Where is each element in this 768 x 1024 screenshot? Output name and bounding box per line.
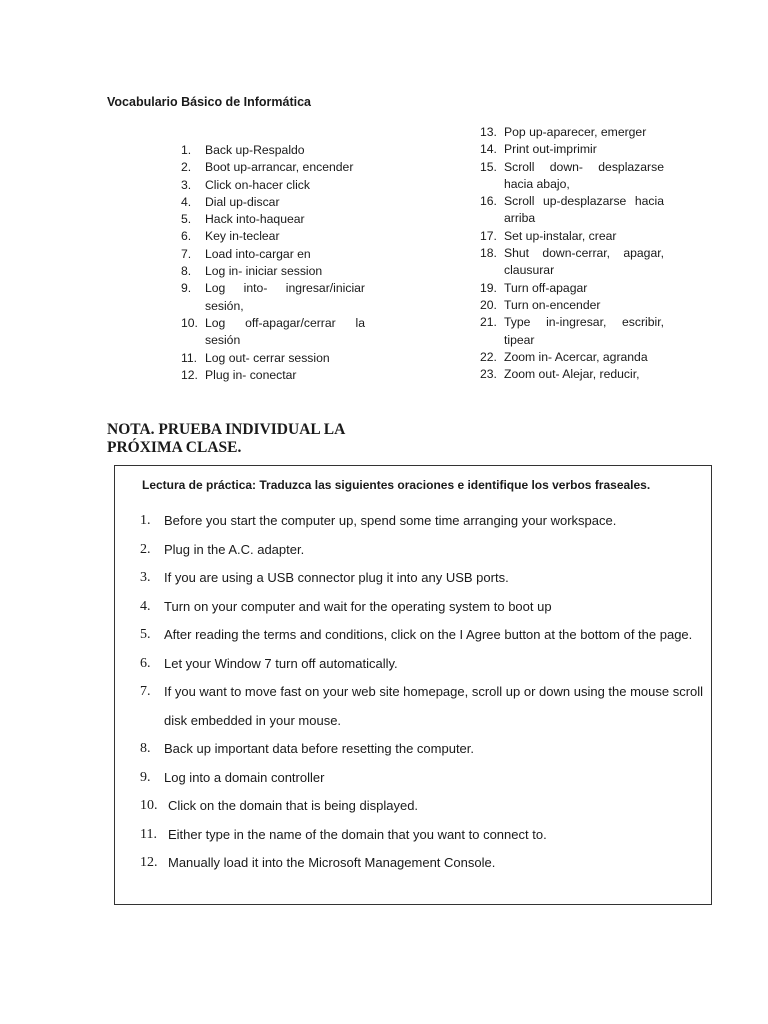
item-number: 1.	[181, 143, 192, 157]
list-item	[140, 621, 710, 650]
item-number: 5.	[140, 627, 151, 642]
item-number: 8.	[181, 264, 192, 279]
item-number: 8.	[140, 741, 151, 756]
item-text: Type in-ingresar, escribir, tipear	[504, 315, 664, 347]
item-text: Set up-instalar, crear	[504, 228, 617, 243]
list-item	[480, 245, 664, 280]
item-number: 4.	[181, 194, 192, 209]
item-number: 19.	[480, 280, 497, 295]
item-number: 3.	[181, 177, 192, 192]
item-number: 9.	[181, 281, 192, 296]
item-number: 2.	[181, 160, 192, 175]
list-item	[140, 821, 710, 850]
practice-sentence-list	[140, 507, 710, 878]
note-heading: NOTA. PRUEBA INDIVIDUAL LA PRÓXIMA CLASE.	[107, 421, 345, 456]
item-text: Back up important data before resetting the computer.	[164, 741, 475, 756]
item-text: Boot up-arrancar, encender	[205, 160, 354, 175]
list-item	[480, 297, 664, 314]
item-text: Log off-apagar/cerrar la sesión	[205, 315, 365, 348]
list-item	[140, 536, 710, 565]
list-item	[140, 678, 710, 735]
item-text: Scroll down- desplazarse hacia abajo,	[504, 159, 664, 191]
item-number: 13.	[480, 125, 497, 139]
item-text: Before you start the computer up, spend some time arranging your workspace.	[164, 513, 617, 528]
list-item	[140, 764, 710, 793]
item-number: 7.	[140, 684, 151, 699]
list-item	[181, 228, 365, 245]
item-number: 23.	[480, 367, 497, 382]
item-number: 11.	[181, 350, 198, 365]
item-text: Zoom out- Alejar, reducir,	[504, 367, 640, 382]
list-item	[140, 650, 710, 679]
item-number: 7.	[181, 246, 192, 261]
list-item	[140, 849, 710, 878]
item-text: Key in-teclear	[205, 229, 280, 244]
item-text: Shut down-cerrar, apagar, clausurar	[504, 246, 664, 278]
item-text: Plug in the A.C. adapter.	[164, 541, 305, 557]
item-text: Log into- ingresar/iniciar sesión,	[205, 281, 365, 313]
list-item	[181, 142, 365, 159]
list-item	[181, 315, 365, 350]
practice-heading: Lectura de práctica: Traduzca las siguientes oraciones e identifique los verbos fraseales.	[142, 478, 651, 492]
item-text: After reading the terms and conditions, click on the I Agree button at the bottom of the page.	[164, 627, 693, 642]
practice-box	[114, 465, 712, 905]
list-item	[480, 141, 664, 158]
list-item	[181, 194, 365, 211]
item-number: 20.	[480, 297, 497, 312]
item-text: Log into a domain controller	[164, 769, 325, 785]
list-item	[480, 366, 664, 383]
vocabulary-list-right	[480, 124, 664, 383]
item-text: Click on the domain that is being displayed.	[168, 798, 419, 813]
item-number: 10.	[181, 315, 198, 330]
item-text: Let your Window 7 turn off automatically.	[164, 655, 398, 671]
item-number: 18.	[480, 246, 497, 261]
item-text: Dial up-discar	[205, 194, 280, 209]
item-number: 3.	[140, 570, 151, 585]
item-text: Pop up-aparecer, emerger	[504, 125, 647, 139]
item-text: Turn off-apagar	[504, 280, 588, 295]
list-item	[181, 246, 365, 263]
item-text: Print out-imprimir	[504, 142, 597, 157]
item-number: 6.	[181, 229, 192, 244]
item-text: Manually load it into the Microsoft Management Console.	[168, 855, 496, 870]
list-item	[181, 211, 365, 228]
item-number: 5.	[181, 212, 192, 227]
item-text: If you want to move fast on your web site homepage, scroll up or down using the mouse scroll disk embedded in your mouse.	[164, 684, 704, 728]
list-item	[140, 507, 710, 536]
item-number: 12.	[181, 367, 198, 382]
item-number: 9.	[140, 769, 151, 785]
list-item	[140, 564, 710, 593]
item-number: 15.	[480, 159, 497, 174]
list-item	[181, 280, 365, 315]
list-item	[480, 159, 664, 194]
list-item	[480, 314, 664, 349]
item-number: 10.	[140, 798, 158, 813]
item-text: Turn on-encender	[504, 297, 601, 312]
item-text: Click on-hacer click	[205, 177, 310, 192]
list-item	[181, 177, 365, 194]
list-item	[181, 367, 365, 384]
item-text: Scroll up-desplazarse hacia arriba	[504, 194, 664, 226]
item-text: Log in- iniciar session	[205, 264, 323, 279]
list-item	[480, 193, 664, 228]
item-number: 1.	[140, 513, 151, 528]
item-text: If you are using a USB connector plug it into any USB ports.	[164, 570, 509, 585]
item-text: Hack into-haquear	[205, 212, 305, 227]
list-item	[181, 350, 365, 367]
list-item	[181, 263, 365, 280]
item-number: 11.	[140, 826, 157, 842]
list-item	[480, 228, 664, 245]
item-number: 22.	[480, 349, 497, 364]
list-item	[480, 349, 664, 366]
item-number: 4.	[140, 598, 151, 614]
item-text: Log out- cerrar session	[205, 350, 330, 365]
document-title: Vocabulario Básico de Informática	[107, 95, 311, 109]
list-item	[480, 124, 664, 141]
item-number: 6.	[140, 655, 151, 671]
list-item	[140, 735, 710, 764]
item-text: Zoom in- Acercar, agranda	[504, 349, 648, 364]
item-text: Plug in- conectar	[205, 367, 297, 382]
list-item	[480, 280, 664, 297]
item-number: 12.	[140, 855, 158, 870]
item-text: Turn on your computer and wait for the operating system to boot up	[164, 598, 552, 614]
item-number: 2.	[140, 541, 151, 557]
item-number: 16.	[480, 194, 497, 209]
item-text: Load into-cargar en	[205, 246, 311, 261]
list-item	[181, 159, 365, 176]
item-text: Back up-Respaldo	[205, 143, 305, 157]
item-number: 14.	[480, 142, 497, 157]
list-item	[140, 593, 710, 622]
item-text: Either type in the name of the domain that you want to connect to.	[168, 826, 547, 842]
item-number: 21.	[480, 315, 497, 330]
list-item	[140, 792, 710, 821]
item-number: 17.	[480, 228, 497, 243]
vocabulary-list-left	[181, 142, 365, 384]
